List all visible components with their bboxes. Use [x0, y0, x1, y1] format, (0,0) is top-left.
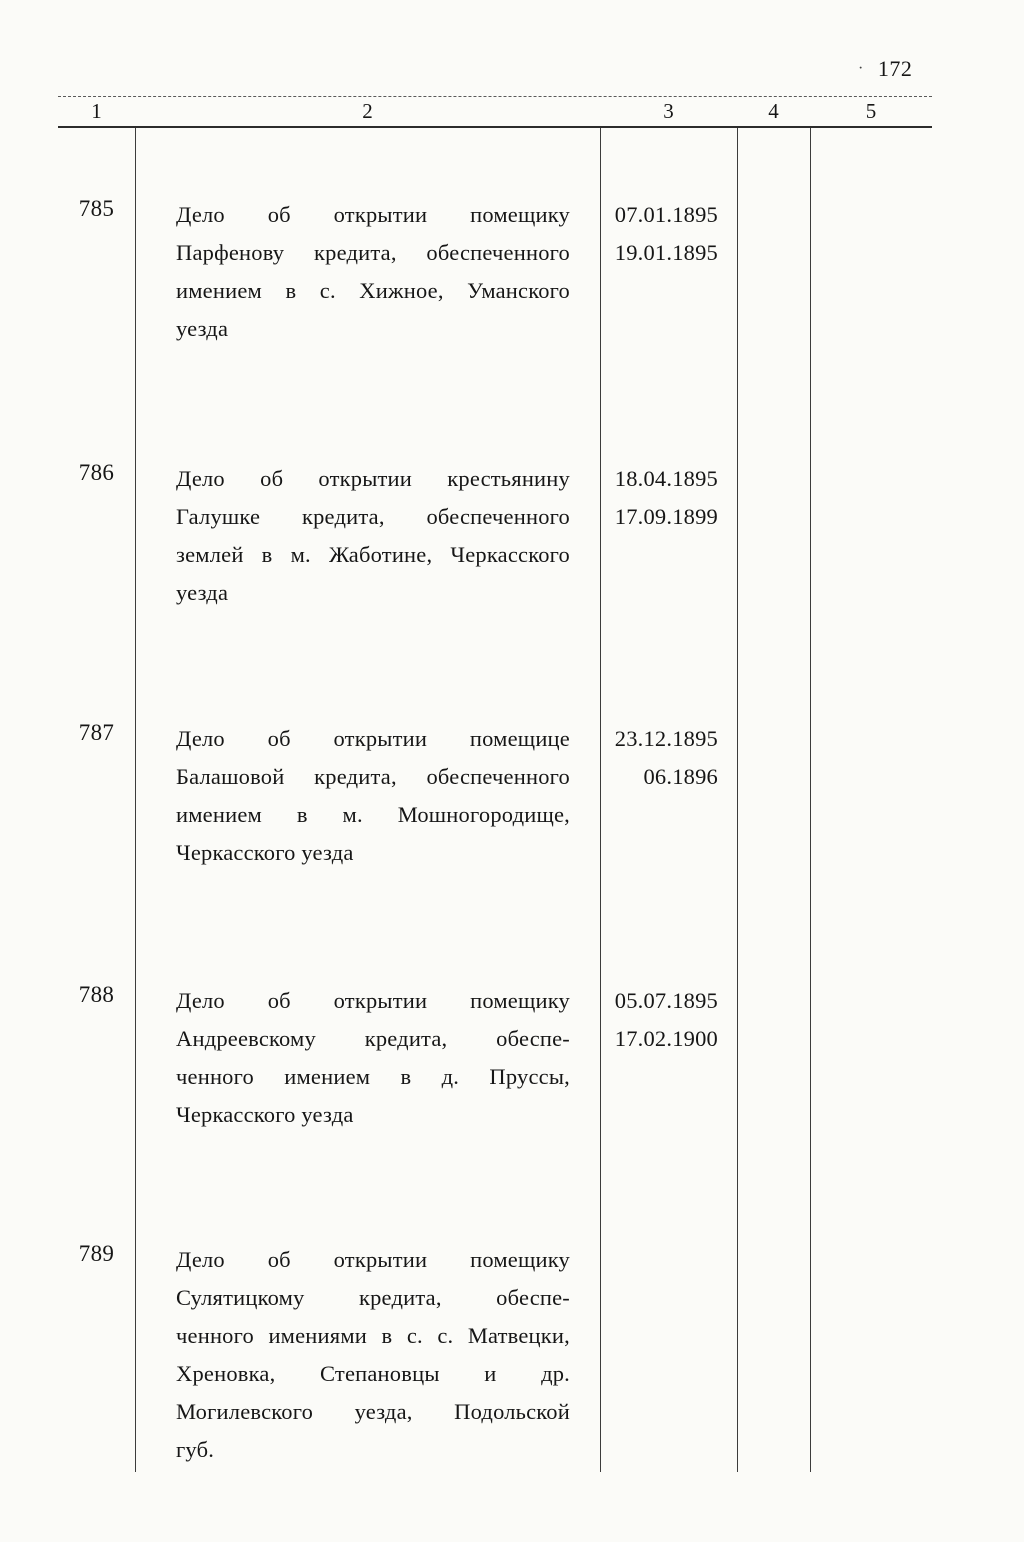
start-date: 05.07.1895	[614, 988, 718, 1013]
description-line: Галушке кредита, обеспеченного	[176, 504, 570, 529]
header-bottom-rule	[58, 126, 932, 128]
column-divider	[810, 128, 811, 1472]
end-date: 17.02.1900	[614, 1026, 718, 1051]
description-line: Дело об открытии помещице	[176, 726, 570, 751]
description-line: уезда	[176, 580, 229, 605]
case-description	[176, 196, 570, 348]
start-date: 07.01.1895	[614, 202, 718, 227]
description-line: Сулятицкому кредита, обеспе-	[176, 1285, 570, 1310]
description-line: ченного имениями в с. с. Матвецки,	[176, 1323, 570, 1348]
column-header-2: 2	[362, 99, 373, 123]
description-line: Дело об открытии крестьянину	[176, 466, 570, 491]
case-number: 788	[78, 982, 115, 1007]
description-line: губ.	[176, 1437, 215, 1462]
description-line: Хреновка, Степановцы и др.	[176, 1361, 570, 1386]
column-divider	[737, 128, 738, 1472]
description-line: Черкасского уезда	[176, 840, 354, 865]
case-dates	[606, 720, 718, 796]
page-number-value: 172	[877, 56, 913, 81]
column-header-3: 3	[663, 99, 674, 123]
case-dates	[606, 460, 718, 536]
column-header-1: 1	[91, 99, 102, 123]
end-date: 17.09.1899	[614, 504, 718, 529]
description-line: имением в м. Мошногородище,	[176, 802, 570, 827]
column-header-4: 4	[768, 99, 779, 123]
case-description	[176, 982, 570, 1134]
description-line: Андреевскому кредита, обеспе-	[176, 1026, 570, 1051]
case-description	[176, 460, 570, 612]
description-line: Дело об открытии помещику	[176, 988, 570, 1013]
start-date: 23.12.1895	[614, 726, 718, 751]
case-number: 786	[78, 460, 115, 485]
description-line: имением в с. Хижное, Уманского	[176, 278, 570, 303]
end-date: 06.1896	[643, 764, 718, 789]
case-dates	[606, 196, 718, 272]
end-date: 19.01.1895	[614, 240, 718, 265]
description-line: Дело об открытии помещику	[176, 202, 570, 227]
case-number: 785	[78, 196, 115, 221]
column-divider	[600, 128, 601, 1472]
page-number	[858, 56, 912, 82]
description-line: Дело об открытии помещику	[176, 1247, 570, 1272]
case-number: 789	[78, 1241, 115, 1266]
case-dates	[606, 982, 718, 1058]
description-line: землей в м. Жаботине, Черкасского	[176, 542, 570, 567]
description-line: Парфенову кредита, обеспеченного	[176, 240, 570, 265]
scan-mark: ·	[858, 60, 864, 77]
column-header-5: 5	[865, 99, 877, 123]
start-date: 18.04.1895	[614, 466, 718, 491]
description-line: Черкасского уезда	[176, 1102, 354, 1127]
description-line: Балашовой кредита, обеспеченного	[176, 764, 570, 789]
description-line: Могилевского уезда, Подольской	[176, 1399, 570, 1424]
case-number: 787	[78, 720, 115, 745]
header-top-rule	[58, 96, 932, 97]
description-line: уезда	[176, 316, 229, 341]
case-description	[176, 1241, 570, 1469]
description-line: ченного имением в д. Пруссы,	[176, 1064, 570, 1089]
case-description	[176, 720, 570, 872]
column-divider	[135, 128, 136, 1472]
